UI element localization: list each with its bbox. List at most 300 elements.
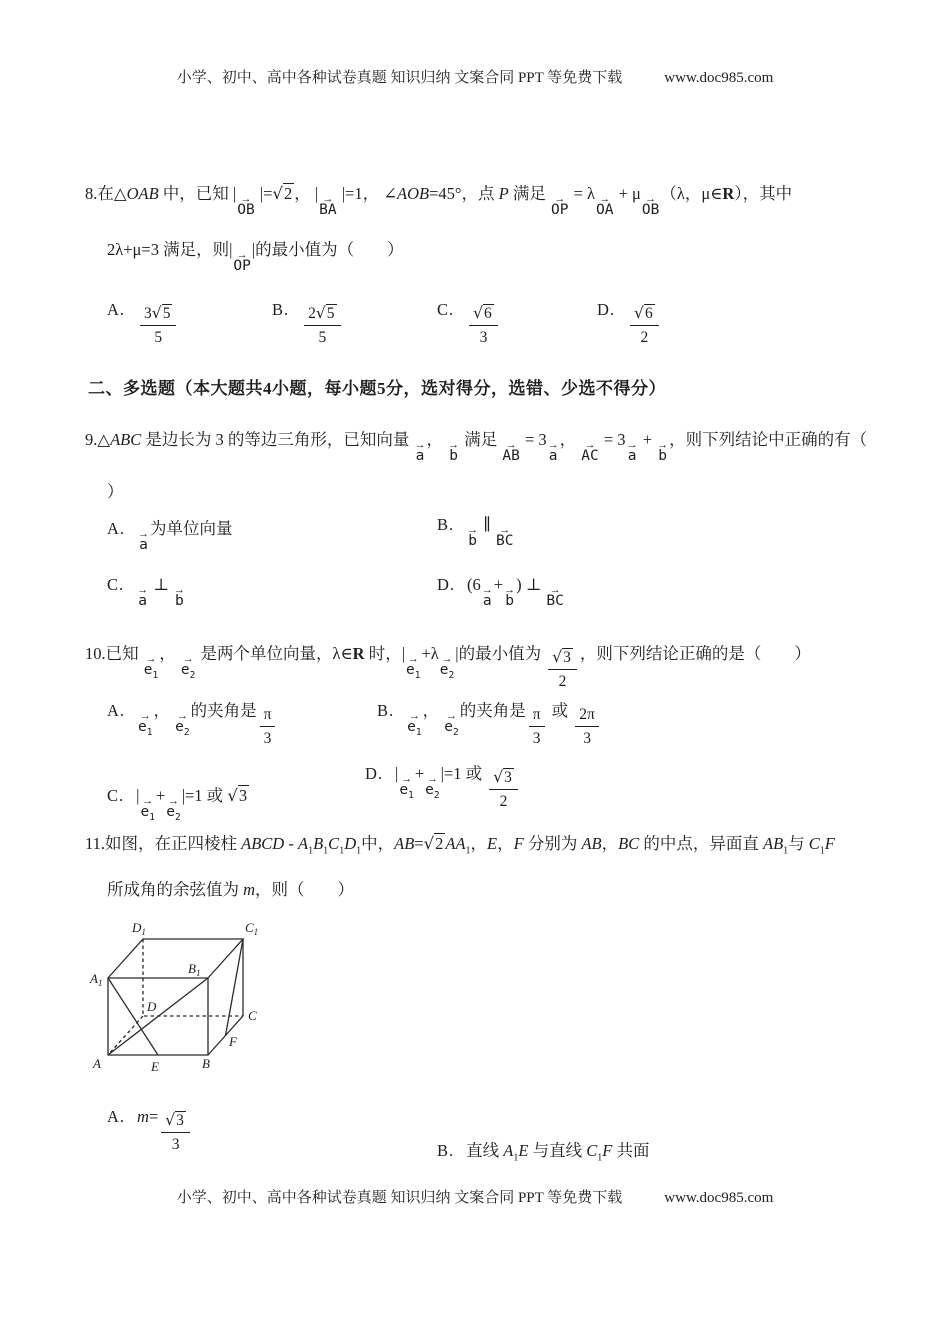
denominator (172, 1133, 180, 1154)
option-formula (137, 1107, 193, 1155)
variable: F (824, 834, 835, 853)
text: ， (159, 644, 180, 663)
option-formula (406, 697, 602, 749)
square-root (272, 183, 294, 203)
option-formula (137, 300, 179, 348)
denominator (154, 326, 162, 347)
number-set: R (352, 644, 365, 663)
vector-e (138, 710, 153, 738)
subscript: 1 (415, 726, 422, 738)
text: （λ，μ∈ (660, 184, 723, 203)
text: ） (107, 482, 124, 501)
text: ， (470, 834, 488, 853)
option-label: C. (107, 575, 125, 594)
option-label: C. (107, 786, 125, 805)
radicand: 3 (238, 786, 248, 805)
text: =45°，点 (429, 184, 499, 203)
text: 满足 (508, 184, 550, 203)
numerator (469, 304, 498, 326)
text: 时，| (364, 644, 406, 663)
option-label: B. (377, 701, 395, 720)
vector-a (547, 439, 559, 464)
vector-name: $e_1$ (407, 719, 422, 738)
variable: m (243, 880, 256, 899)
vector-OP (233, 249, 251, 274)
option-formula (467, 575, 565, 609)
numerator (630, 304, 659, 326)
text: π (532, 706, 541, 723)
text: 2 (640, 329, 649, 347)
text: ， (422, 701, 444, 720)
subscript: 1 (513, 1152, 519, 1164)
vector-name: OB (237, 202, 255, 218)
text: 2π (579, 706, 595, 723)
question-9-line-2 (107, 478, 124, 502)
text: 2 (308, 305, 316, 322)
option-formula (136, 782, 249, 823)
variable: F (602, 1141, 613, 1160)
radical-icon: √ (552, 648, 563, 666)
vector-a (481, 584, 493, 609)
subscript: 2 (433, 789, 440, 801)
vector-name: BA (319, 202, 337, 218)
option-label: B. (272, 300, 290, 319)
prism-figure (88, 916, 303, 1088)
subscript: 1 (146, 726, 153, 738)
square-root (152, 305, 173, 322)
text: + (155, 786, 166, 805)
vector-name: AC (581, 448, 599, 464)
subscript: 1 (339, 845, 345, 857)
text: π (263, 706, 272, 723)
vector-a (138, 528, 150, 553)
text: 分别为 (523, 834, 582, 853)
denominator (500, 790, 508, 811)
vertex-label-B1: $B_1$ (188, 961, 201, 978)
vector-arrow-icon: → (599, 193, 611, 205)
subscript: 1 (408, 789, 414, 801)
page-header (0, 66, 950, 87)
header-text: 小学、初中、高中各种试卷真题 知识归纳 文案合同 PPT 等免费下载 (176, 70, 623, 86)
text: 8.在△ (85, 184, 127, 203)
radical-icon: √ (315, 304, 326, 322)
variable: BC (618, 834, 640, 853)
option-label: D. (597, 300, 616, 319)
vector-arrow-icon: → (167, 795, 179, 807)
text: = (148, 1107, 159, 1126)
vector-name: b (505, 593, 514, 609)
denominator (583, 727, 591, 748)
vector-name: $e_2$ (439, 662, 455, 681)
vector-name: a (415, 448, 425, 464)
vertex-label-A: A (93, 1056, 101, 1071)
vertex-label-C1: $C_1$ (245, 920, 259, 937)
vector-arrow-icon: → (145, 653, 157, 665)
text: 中， (361, 834, 395, 853)
vector-arrow-icon: → (182, 653, 194, 665)
radical-icon: √ (473, 304, 484, 322)
vertex-label-D: D (147, 999, 157, 1014)
vector-arrow-icon: → (407, 653, 419, 665)
text: |=1 或 (181, 786, 228, 805)
vector-e (425, 773, 440, 801)
vector-name: a (627, 448, 637, 464)
q10-option-d (365, 760, 521, 812)
vector-arrow-icon: → (138, 528, 150, 540)
vector-name: $e_2$ (166, 804, 181, 823)
square-root (634, 305, 655, 322)
vector-name: OA (596, 202, 614, 218)
fraction (548, 648, 577, 692)
option-label: D. (365, 764, 384, 783)
footer-url: www.doc985.com (664, 1190, 774, 1206)
page-footer (0, 1186, 950, 1207)
vector-name: $e_2$ (180, 662, 196, 681)
variable: $B_1$ (313, 834, 329, 857)
radical-icon: √ (227, 786, 238, 805)
option-label: B. (437, 515, 455, 534)
text: |=1 或 (440, 764, 487, 783)
question-8-line-2 (107, 236, 404, 274)
text: 3 (532, 730, 541, 748)
q9-option-d (437, 575, 565, 609)
option-formula (301, 300, 343, 348)
vector-e (180, 653, 196, 681)
text: 2 (558, 673, 567, 691)
vector-b (504, 584, 516, 609)
radicand: 2 (435, 834, 444, 853)
denominator (533, 727, 541, 748)
radicand: 5 (162, 305, 171, 322)
text: |的最小值为 (455, 644, 546, 663)
vector-arrow-icon: → (481, 584, 493, 596)
q8-option-b (272, 300, 344, 348)
vector-arrow-icon: → (657, 439, 669, 451)
numerator (260, 705, 276, 727)
text: ， (559, 430, 581, 449)
vector-arrow-icon: → (547, 439, 559, 451)
vector-arrow-icon: → (504, 584, 516, 596)
vector-name: b (658, 448, 667, 464)
denominator (559, 670, 567, 691)
square-root (473, 305, 494, 322)
vector-name: OB (641, 202, 660, 218)
text: |=1， ∠ (337, 184, 398, 203)
text: = (414, 834, 424, 853)
variable: $A_1$ (297, 834, 314, 857)
fraction (575, 705, 599, 749)
radicand: 6 (644, 305, 653, 322)
vector-arrow-icon: → (499, 524, 511, 536)
text: 5 (318, 329, 327, 347)
denominator (640, 326, 648, 347)
vector-name: BC (496, 533, 514, 549)
option-label: A. (107, 1107, 126, 1126)
q8-option-d (597, 300, 662, 348)
text: ），其中 (734, 184, 793, 203)
text: ，则下列结论正确的是（ ） (579, 644, 811, 663)
option-formula (466, 515, 514, 549)
text: 的夹角是 (459, 701, 526, 720)
vector-OP (550, 193, 569, 218)
q8-option-a (107, 300, 179, 348)
text: + μ (614, 184, 641, 203)
numerator (161, 1111, 190, 1133)
text: 11.如图，在正四棱柱 (85, 834, 242, 853)
vector-name: $e_2$ (425, 782, 440, 801)
text: 5 (154, 329, 163, 347)
vertex-label-E: E (151, 1059, 159, 1074)
text: ， (601, 834, 619, 853)
vertex-label-F: F (229, 1034, 237, 1049)
text: + (414, 764, 425, 783)
vector-e (140, 795, 155, 823)
text: 直线 (466, 1141, 504, 1160)
question-9-line-1 (85, 426, 867, 464)
text: 10.已知 (85, 644, 143, 663)
variable: P (498, 184, 509, 203)
text: ， (497, 834, 514, 853)
text: ，则（ ） (255, 880, 355, 899)
option-formula (466, 300, 501, 348)
vector-name: $e_1$ (399, 782, 414, 801)
subscript: 1 (308, 845, 314, 857)
vector-arrow-icon: → (401, 773, 413, 785)
variable: $A_1$ (503, 1141, 519, 1164)
header-url: www.doc985.com (664, 70, 774, 86)
vector-arrow-icon: → (441, 653, 453, 665)
radical-icon: √ (165, 1111, 176, 1129)
option-label: A. (107, 701, 126, 720)
square-root (227, 785, 249, 805)
radicand: 2 (283, 184, 293, 203)
vector-arrow-icon: → (236, 249, 248, 261)
subscript: 1 (783, 845, 789, 857)
vector-BA (319, 193, 337, 218)
variable: ABCD (241, 834, 285, 853)
fraction (304, 304, 340, 348)
radicand: 6 (484, 305, 492, 322)
vector-name: b (449, 448, 458, 464)
vector-arrow-icon: → (176, 710, 188, 722)
subscript: 1 (597, 1152, 603, 1164)
q9-option-a (107, 515, 233, 553)
text: ， | (294, 184, 319, 203)
variable: $C_1$ (808, 834, 825, 857)
vertex-label-D1: $D_1$ (132, 920, 146, 937)
vector-name: a (548, 448, 558, 464)
text: - (284, 834, 298, 853)
text: | (136, 786, 140, 805)
variable: m (137, 1107, 149, 1126)
vector-arrow-icon: → (584, 439, 596, 451)
text: 3 (171, 1136, 180, 1154)
vector-arrow-icon: → (554, 193, 566, 205)
radicand: 3 (504, 769, 512, 786)
subscript: 2 (448, 669, 455, 681)
text: 共面 (612, 1141, 650, 1160)
vector-name: $e_1$ (140, 804, 155, 823)
radicand: 3 (176, 1112, 184, 1129)
vector-arrow-icon: → (445, 710, 457, 722)
text: ，则下列结论中正确的有（ (669, 430, 868, 449)
option-formula (466, 1137, 650, 1164)
square-root (165, 1112, 186, 1129)
q10-option-a (107, 697, 278, 749)
variable: AOB (397, 184, 430, 203)
vector-e (166, 795, 181, 823)
vector-arrow-icon: → (505, 439, 517, 451)
vector-OB (641, 193, 660, 218)
option-formula (136, 575, 186, 609)
fraction (161, 1111, 190, 1155)
vector-arrow-icon: → (426, 773, 438, 785)
option-formula (137, 697, 278, 749)
number-set: R (722, 184, 735, 203)
vertex-label-A1: $A_1$ (90, 971, 103, 988)
fraction (529, 705, 545, 749)
footer-text: 小学、初中、高中各种试卷真题 知识归纳 文案合同 PPT 等免费下载 (176, 1190, 623, 1206)
option-label: A. (107, 300, 126, 319)
vector-arrow-icon: → (408, 710, 420, 722)
text: 3 (583, 730, 591, 748)
vector-name: a (138, 593, 147, 609)
vector-arrow-icon: → (549, 584, 561, 596)
square-root (493, 769, 514, 786)
text: |的最小值为（ ） (251, 240, 404, 259)
section-2-header: 二、多选题（本大题共4小题，每小题5分，选对得分，选错、少选不得分） (88, 379, 666, 398)
text: +λ (421, 644, 439, 663)
vector-OA (596, 193, 614, 218)
radicand: 3 (563, 649, 571, 666)
vector-arrow-icon: → (173, 584, 185, 596)
numerator (575, 705, 599, 727)
text: 与直线 (528, 1141, 587, 1160)
numerator (489, 768, 518, 790)
text: 的夹角是 (190, 701, 257, 720)
square-root (552, 649, 573, 666)
vector-e (399, 773, 414, 801)
vector-name: OP (233, 258, 251, 274)
q9-option-b (437, 515, 514, 549)
text: + (638, 430, 657, 449)
fraction (469, 304, 498, 348)
numerator (529, 705, 545, 727)
text: ⊥ (149, 575, 173, 594)
vector-e (407, 710, 422, 738)
vector-name: AB (502, 448, 520, 464)
vector-name: a (482, 593, 492, 609)
vertex-label-C: C (248, 1008, 257, 1023)
q11-option-b (437, 1137, 650, 1164)
vector-name: $e_2$ (175, 719, 190, 738)
vector-e (175, 710, 190, 738)
vector-arrow-icon: → (142, 795, 154, 807)
vector-a (626, 439, 638, 464)
vector-a (137, 584, 149, 609)
square-root (316, 305, 337, 322)
square-root (424, 833, 446, 853)
text: 是两个单位向量，λ∈ (196, 644, 353, 663)
q10-option-b (377, 697, 602, 749)
text: 满足 (460, 430, 502, 449)
vector-BC (546, 584, 564, 609)
vector-name: $e_1$ (143, 662, 159, 681)
option-formula (627, 300, 662, 348)
text: + (493, 575, 504, 594)
option-label: A. (107, 519, 126, 538)
text: 2λ+μ=3 满足，则| (107, 240, 233, 259)
vector-arrow-icon: → (645, 193, 657, 205)
text: 9.△ (85, 430, 111, 449)
option-formula (395, 760, 521, 812)
variable: F (513, 834, 524, 853)
text: 的中点，异面直 (639, 834, 763, 853)
text: 中，已知 | (158, 184, 237, 203)
denominator (264, 727, 272, 748)
subscript: 1 (414, 669, 421, 681)
text: (6 (467, 575, 481, 594)
numerator (548, 648, 577, 670)
subscript: 1 (323, 845, 329, 857)
subscript: 1 (465, 845, 471, 857)
text: ， (426, 430, 448, 449)
numerator (140, 304, 176, 326)
fraction (260, 705, 276, 749)
text: 3 (479, 329, 488, 347)
vector-OB (237, 193, 255, 218)
vector-b (448, 439, 460, 464)
question-11-line-2 (107, 876, 354, 900)
vector-arrow-icon: → (322, 193, 334, 205)
variable: $C_1$ (586, 1141, 603, 1164)
vector-name: $e_1$ (138, 719, 153, 738)
q11-option-a (107, 1107, 193, 1155)
variable: ABC (110, 430, 142, 449)
text: 2 (499, 793, 508, 811)
subscript: 1 (149, 811, 155, 823)
radical-icon: √ (423, 834, 435, 853)
variable: $AA_1$ (445, 834, 471, 857)
option-label: B. (437, 1141, 455, 1160)
vector-name: a (139, 537, 148, 553)
subscript: 1 (819, 845, 825, 857)
subscript: 1 (356, 845, 362, 857)
variable: $C_1$ (328, 834, 345, 857)
variable: AB (581, 834, 602, 853)
vector-b (657, 439, 669, 464)
vector-name: BC (546, 593, 564, 609)
subscript: 2 (452, 726, 459, 738)
variable: OAB (126, 184, 159, 203)
text: ∥ (479, 515, 496, 534)
vector-e (444, 710, 459, 738)
radical-icon: √ (272, 184, 283, 203)
q8-option-c (437, 300, 501, 348)
vector-AC (581, 439, 599, 464)
question-8-line-1 (85, 180, 792, 218)
option-label: C. (437, 300, 455, 319)
variable: $D_1$ (344, 834, 362, 857)
vertex-label-B: B (202, 1056, 210, 1071)
vector-name: b (175, 593, 184, 609)
subscript: 1 (152, 669, 159, 681)
vector-arrow-icon: → (467, 524, 479, 536)
text: | (395, 764, 399, 783)
text: ) ⊥ (516, 575, 546, 594)
subscript: 2 (174, 811, 181, 823)
radical-icon: √ (493, 768, 504, 786)
